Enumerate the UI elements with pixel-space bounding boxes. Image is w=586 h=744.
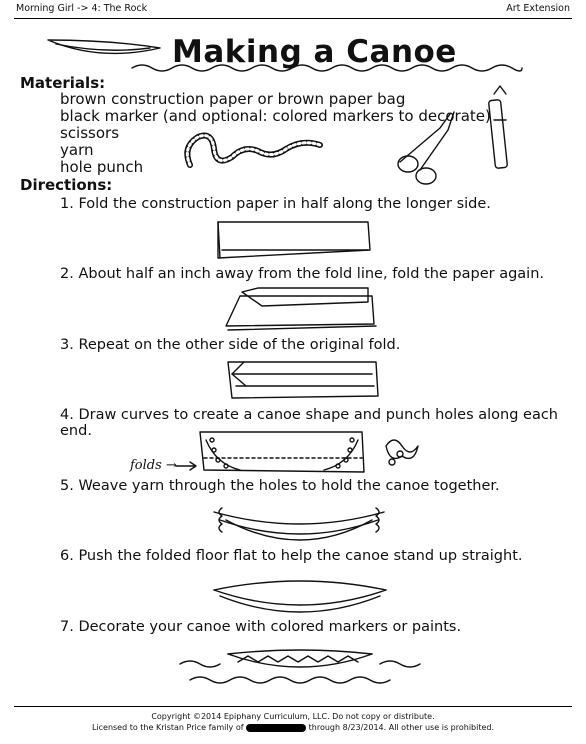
step2-diagram: [226, 288, 376, 330]
directions-heading: Directions:: [20, 176, 113, 194]
material-item: black marker (and optional: colored markers to decorate): [60, 107, 491, 125]
page-title: Making a Canoe: [172, 34, 457, 70]
step-6: 6. Push the folded floor flat to help the canoe stand up straight.: [60, 548, 523, 564]
footer-license-pre: Licensed to the Kristan Price family of: [91, 723, 244, 732]
footer-license-post: through 8/23/2014. All other use is prohibited.: [308, 723, 495, 732]
step6-canoe: [214, 581, 386, 612]
material-item: yarn: [60, 141, 94, 159]
redaction-mark: [246, 724, 306, 732]
footer-copyright: Copyright ©2014 Epiphany Curriculum, LLC. Do not copy or distribute.: [151, 712, 435, 721]
title-canoe-icon: [48, 40, 160, 53]
step-4: 4. Draw curves to create a canoe shape and punch holes along each end.: [60, 407, 558, 439]
footer-license: [0, 723, 586, 732]
fold-arrow-icon: [176, 462, 196, 470]
hole-punch-icon: [386, 440, 418, 465]
step-3: 3. Repeat on the other side of the original fold.: [60, 337, 401, 353]
materials-heading: Materials:: [20, 74, 106, 92]
step3-diagram: [228, 362, 378, 398]
step-7: 7. Decorate your canoe with colored markers or paints.: [60, 619, 462, 635]
yarn-icon: [187, 136, 320, 166]
step-5: 5. Weave yarn through the holes to hold the canoe together.: [60, 478, 500, 494]
step-1: 1. Fold the construction paper in half along the longer side.: [60, 196, 491, 212]
header-right: Art Extension: [506, 3, 570, 14]
step5-canoe: [214, 508, 384, 540]
header-left: Morning Girl -> 4: The Rock: [16, 3, 148, 14]
footer-rule: [14, 706, 572, 707]
step1-diagram: [218, 222, 370, 258]
folds-annotation: folds →: [130, 458, 177, 473]
marker-icon: [488, 86, 507, 168]
material-item: brown construction paper or brown paper bag: [60, 90, 406, 108]
material-item: scissors: [60, 124, 120, 142]
step7-canoe: [180, 650, 420, 683]
material-item: hole punch: [60, 158, 144, 176]
step-2: 2. About half an inch away from the fold line, fold the paper again.: [60, 266, 545, 282]
